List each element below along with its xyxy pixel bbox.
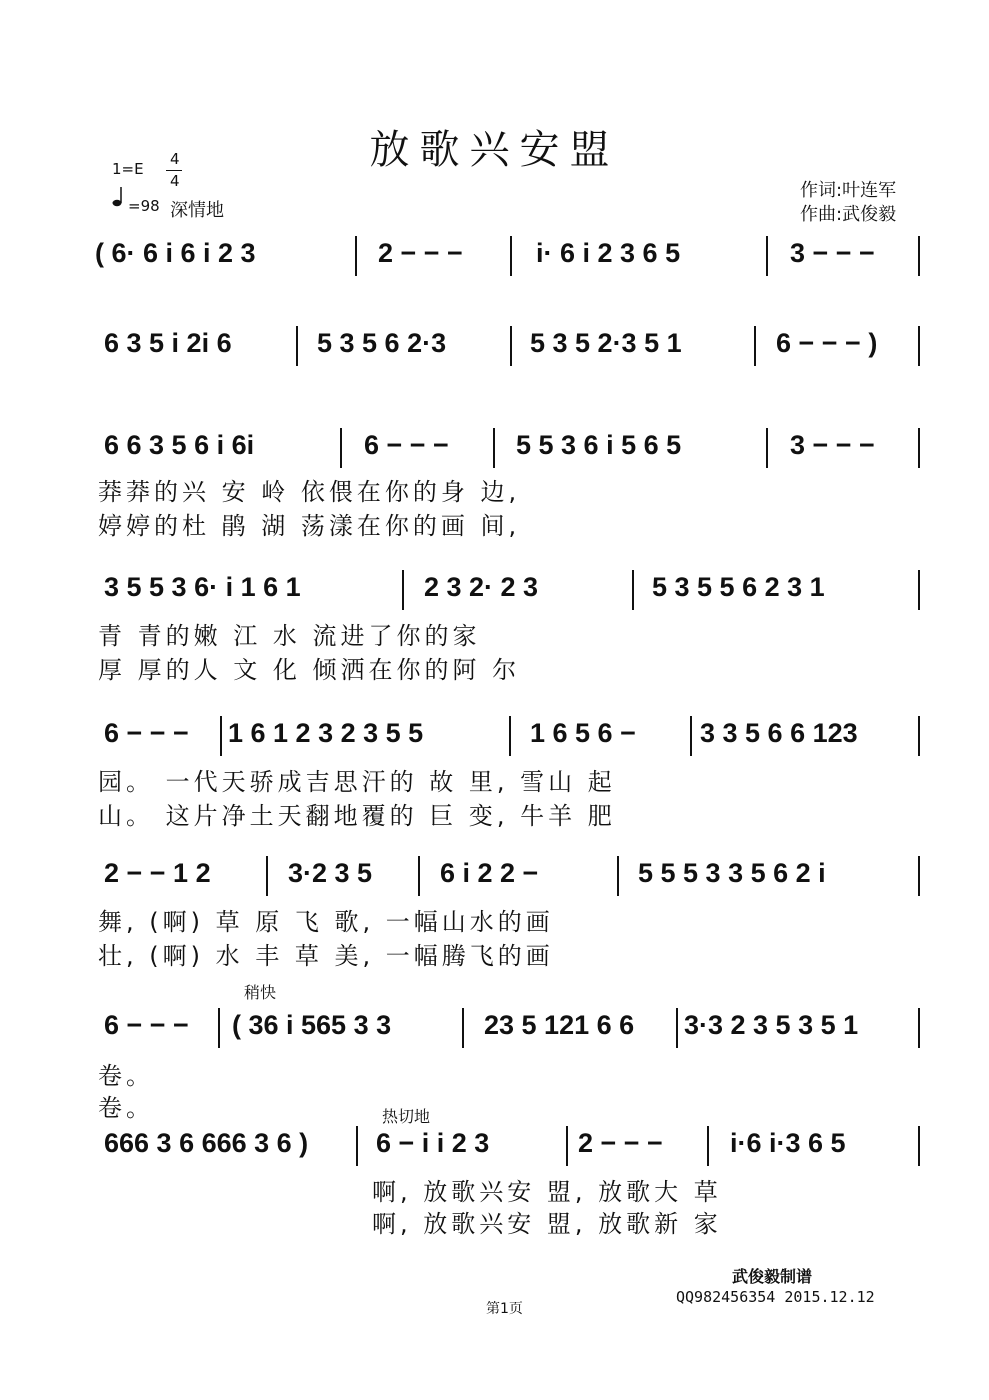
page-number: 第1页 (486, 1301, 523, 1317)
measure: 2 − − − (378, 238, 463, 268)
measure: 3 − − − (790, 430, 875, 460)
lyrics-verse-2: 厚 厚的人 文 化 倾洒在你的阿 尔 (98, 656, 521, 684)
lyricist-credit: 作词:叶连军 (800, 180, 897, 201)
bar-line (493, 428, 495, 468)
key-signature: 1=E (112, 160, 144, 178)
measure: 6 6 3 5 6 i 6i (104, 430, 255, 460)
bar-line (218, 1008, 220, 1048)
bar-line (510, 236, 512, 276)
bar-line (918, 716, 920, 756)
measure: 6 − i i 2 3 (376, 1128, 490, 1158)
time-signature-top: 4 (170, 150, 180, 168)
time-signature-bottom: 4 (170, 172, 180, 190)
measure: 2 − − 1 2 (104, 858, 211, 888)
measure: 5 5 5 3 3 5 6 2 i (638, 858, 826, 888)
bar-line (402, 570, 404, 610)
measure: ( 36 i 565 3 3 (232, 1010, 392, 1040)
bar-line (510, 326, 512, 366)
measure: 5 3 5 6 2·3 (317, 328, 447, 358)
bar-line (918, 428, 920, 468)
time-signature-line (166, 170, 182, 171)
bar-line (340, 428, 342, 468)
measure: 5 3 5 2·3 5 1 (530, 328, 682, 358)
measure: 1 6 5 6 − (530, 718, 636, 748)
bar-line (509, 716, 511, 756)
lyrics-verse-1: 啊, 放歌兴安 盟, 放歌大 草 (372, 1178, 722, 1206)
quarter-note-icon (112, 186, 126, 206)
bar-line (617, 856, 619, 896)
page-title: 放歌兴安盟 (369, 127, 620, 173)
measure: 3·2 3 5 (288, 858, 373, 888)
measure: 5 3 5 5 6 2 3 1 (652, 572, 825, 602)
lyrics-verse-1: 青 青的嫩 江 水 流进了你的家 (98, 622, 481, 650)
measure: 6 − − − (104, 1010, 189, 1040)
tempo-marking: =98 (128, 197, 160, 215)
tempo-direction: 热切地 (382, 1107, 431, 1126)
lyrics-verse-1: 园。 一代天骄成吉思汗的 故 里, 雪山 起 (98, 768, 616, 796)
bar-line (266, 856, 268, 896)
measure: 5 5 3 6 i 5 6 5 (516, 430, 682, 460)
bar-line (355, 236, 357, 276)
bar-line (690, 716, 692, 756)
lyrics-verse-1: 莽莽的兴 安 岭 依偎在你的身 边, (98, 478, 521, 506)
measure: ( 6· 6 i 6 i 2 3 (95, 238, 256, 268)
measure: 23 5 121 6 6 (484, 1010, 635, 1040)
bar-line (220, 716, 222, 756)
lyrics-verse-2: 山。 这片净土天翻地覆的 巨 变, 牛羊 肥 (98, 802, 616, 830)
tempo-direction: 稍快 (244, 983, 277, 1002)
bar-line (754, 326, 756, 366)
contact-date: QQ982456354 2015.12.12 (676, 1288, 875, 1306)
bar-line (918, 236, 920, 276)
measure: i· 6 i 2 3 6 5 (536, 238, 681, 268)
measure: 3·3 2 3 5 3 5 1 (684, 1010, 859, 1040)
bar-line (918, 1008, 920, 1048)
measure: 3 3 5 6 6 123 (700, 718, 858, 748)
bar-line (918, 1126, 920, 1166)
bar-line (676, 1008, 678, 1048)
bar-line (918, 570, 920, 610)
bar-line (356, 1126, 358, 1166)
lyrics-verse-2: 壮, (啊) 水 丰 草 美, 一幅腾飞的画 (98, 942, 554, 970)
arranger-credit: 武俊毅制谱 (732, 1267, 813, 1286)
bar-line (918, 326, 920, 366)
measure: i·6 i·3 6 5 (730, 1128, 846, 1158)
bar-line (766, 428, 768, 468)
lyrics-verse-2: 卷。 (98, 1094, 154, 1122)
measure: 6 − − − ) (776, 328, 878, 358)
measure: 6 − − − (364, 430, 449, 460)
composer-credit: 作曲:武俊毅 (800, 204, 897, 225)
lyrics-verse-1: 卷。 (98, 1062, 154, 1090)
measure: 6 − − − (104, 718, 189, 748)
measure: 2 3 2· 2 3 (424, 572, 539, 602)
bar-line (462, 1008, 464, 1048)
lyrics-verse-2: 啊, 放歌兴安 盟, 放歌新 家 (372, 1210, 722, 1238)
bar-line (707, 1126, 709, 1166)
bar-line (418, 856, 420, 896)
bar-line (632, 570, 634, 610)
bar-line (918, 856, 920, 896)
bar-line (566, 1126, 568, 1166)
measure: 6 i 2 2 − (440, 858, 539, 888)
lyrics-verse-2: 婷婷的杜 鹃 湖 荡漾在你的画 间, (98, 512, 521, 540)
bar-line (296, 326, 298, 366)
expression-marking: 深情地 (170, 200, 224, 221)
measure: 2 − − − (578, 1128, 663, 1158)
bar-line (766, 236, 768, 276)
measure: 3 − − − (790, 238, 875, 268)
lyrics-verse-1: 舞, (啊) 草 原 飞 歌, 一幅山水的画 (98, 908, 554, 936)
measure: 6 3 5 i 2i 6 (104, 328, 232, 358)
measure: 3 5 5 3 6· i 1 6 1 (104, 572, 301, 602)
measure: 666 3 6 666 3 6 ) (104, 1128, 309, 1158)
measure: 1 6 1 2 3 2 3 5 5 (228, 718, 424, 748)
